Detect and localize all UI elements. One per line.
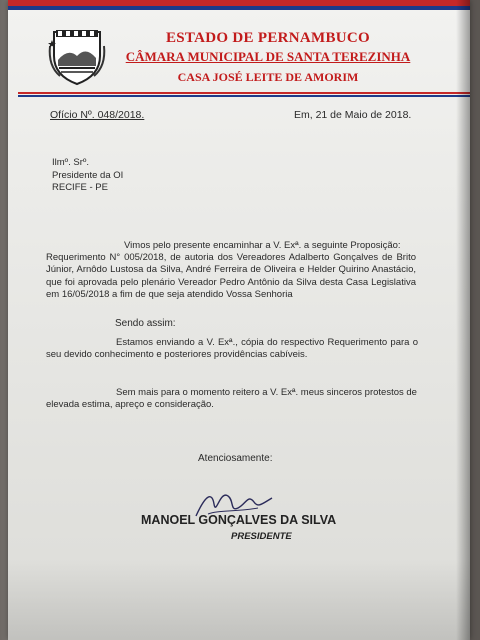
signer-role: PRESIDENTE [231,531,292,542]
paragraph-proposal-intro: Vimos pelo presente encaminhar a V. Exª. a seguinte Proposição: [124,240,401,251]
header-rule-red [18,92,470,94]
sendo-assim: Sendo assim: [115,318,176,329]
signer-name: MANOEL GONÇALVES DA SILVA [141,513,337,527]
paragraph-sending: Estamos enviando a V. Exª., cópia do respectivo Requerimento para o seu devido conhecimento e posteriores providências cabíveis. [46,337,418,361]
chamber-name: CÂMARA MUNICIPAL DE SANTA TEREZINHA [125,49,411,64]
page-shading [8,560,470,640]
paragraph-proposal-body: Requerimento N° 005/2018, de autoria dos Vereadores Adalberto Gonçalves de Brito Júnior, Arnôdo Lustosa da Silva, André Ferreira de Oliveira e Helder Quirino Anastácio, que foi aprovada pelo plenário Vereador Pedro Antônio da Silva desta Casa Legislativa em 16/05/2018 a fim de que seja atendido Vossa Senhoria [46,252,416,300]
letterhead [118,30,418,85]
top-blue-stripe [8,6,470,10]
addressee-line: Ilmº. Srº. [52,157,90,168]
page-edge-shadow [456,0,470,640]
state-name: ESTADO DE PERNAMBUCO [165,30,371,46]
municipal-crest-icon [46,26,108,86]
paragraph-regards: Sem mais para o momento reitero a V. Exª. meus sinceros protestos de elevada estima, apreço e consideração. [46,387,417,411]
addressee-line: Presidente da OI [52,169,124,181]
header-rule-blue [18,95,470,97]
addressee-block [52,157,123,195]
letter-date: Em, 21 de Maio de 2018. [294,109,412,121]
paragraph-proposal [46,240,416,301]
addressee-line: RECIFE - PE [52,182,108,194]
letter-page [8,0,470,640]
letter-reference: Ofício Nº. 048/2018. [50,109,145,121]
closing: Atenciosamente: [198,453,273,464]
house-name: CASA JOSÉ LEITE DE AMORIM [177,70,359,84]
